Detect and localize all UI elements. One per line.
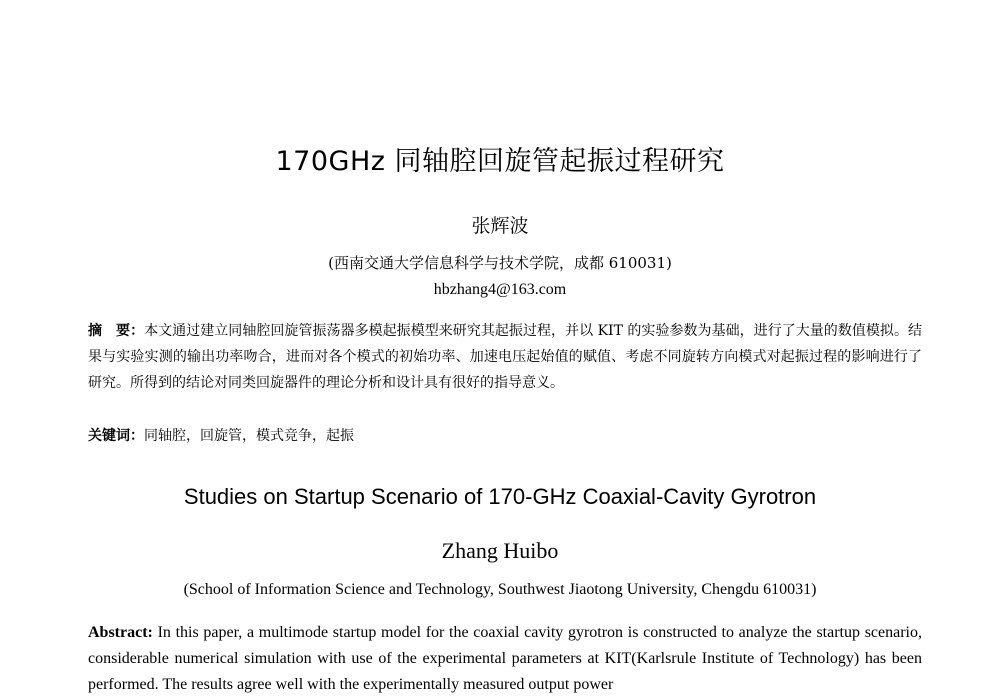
chinese-title: 170GHz 同轴腔回旋管起振过程研究 bbox=[275, 146, 725, 177]
english-abstract-text: In this paper, a multimode startup model for the coaxial cavity gyrotron is constructed to analyze the startup scenario, considerable numerical simulation with use of the experimental parameters at KIT(Karlsrule Institute of Technology) has been performed. The results agree well with the experimentally measured output power bbox=[88, 624, 922, 693]
english-title: Studies on Startup Scenario of 170-GHz Coaxial-Cavity Gyrotron bbox=[183, 484, 817, 509]
english-affiliation: (School of Information Science and Technology, Southwest Jiaotong University, Chengdu 610031) bbox=[183, 581, 817, 598]
chinese-affiliation: (西南交通大学信息科学与技术学院，成都 610031) bbox=[328, 254, 672, 272]
english-abstract bbox=[88, 620, 922, 698]
chinese-keywords bbox=[88, 425, 922, 447]
english-author: Zhang Huibo bbox=[441, 538, 559, 563]
author-email: hbzhang4@163.com bbox=[433, 281, 567, 298]
chinese-abstract-label: 摘 要： bbox=[88, 323, 145, 339]
chinese-keywords-label: 关键词： bbox=[88, 428, 144, 444]
chinese-abstract-text: 本文通过建立同轴腔回旋管振荡器多模起振模型来研究其起振过程，并以 KIT 的实验参数为基础，进行了大量的数值模拟。结果与实验实测的输出功率吻合，进而对各个模式的初始功率、加速电压起始值的赋值、考虑不同旋转方向模式对起振过程的影响进行了研究。所得到的结论对同类回旋器件的理论分析和设计具有很好的指导意义。 bbox=[88, 323, 922, 391]
chinese-keywords-text: 同轴腔，回旋管，模式竞争，起振 bbox=[144, 428, 354, 444]
chinese-author: 张辉波 bbox=[471, 215, 529, 237]
english-abstract-label: Abstract: bbox=[88, 624, 153, 641]
chinese-abstract bbox=[88, 318, 922, 396]
